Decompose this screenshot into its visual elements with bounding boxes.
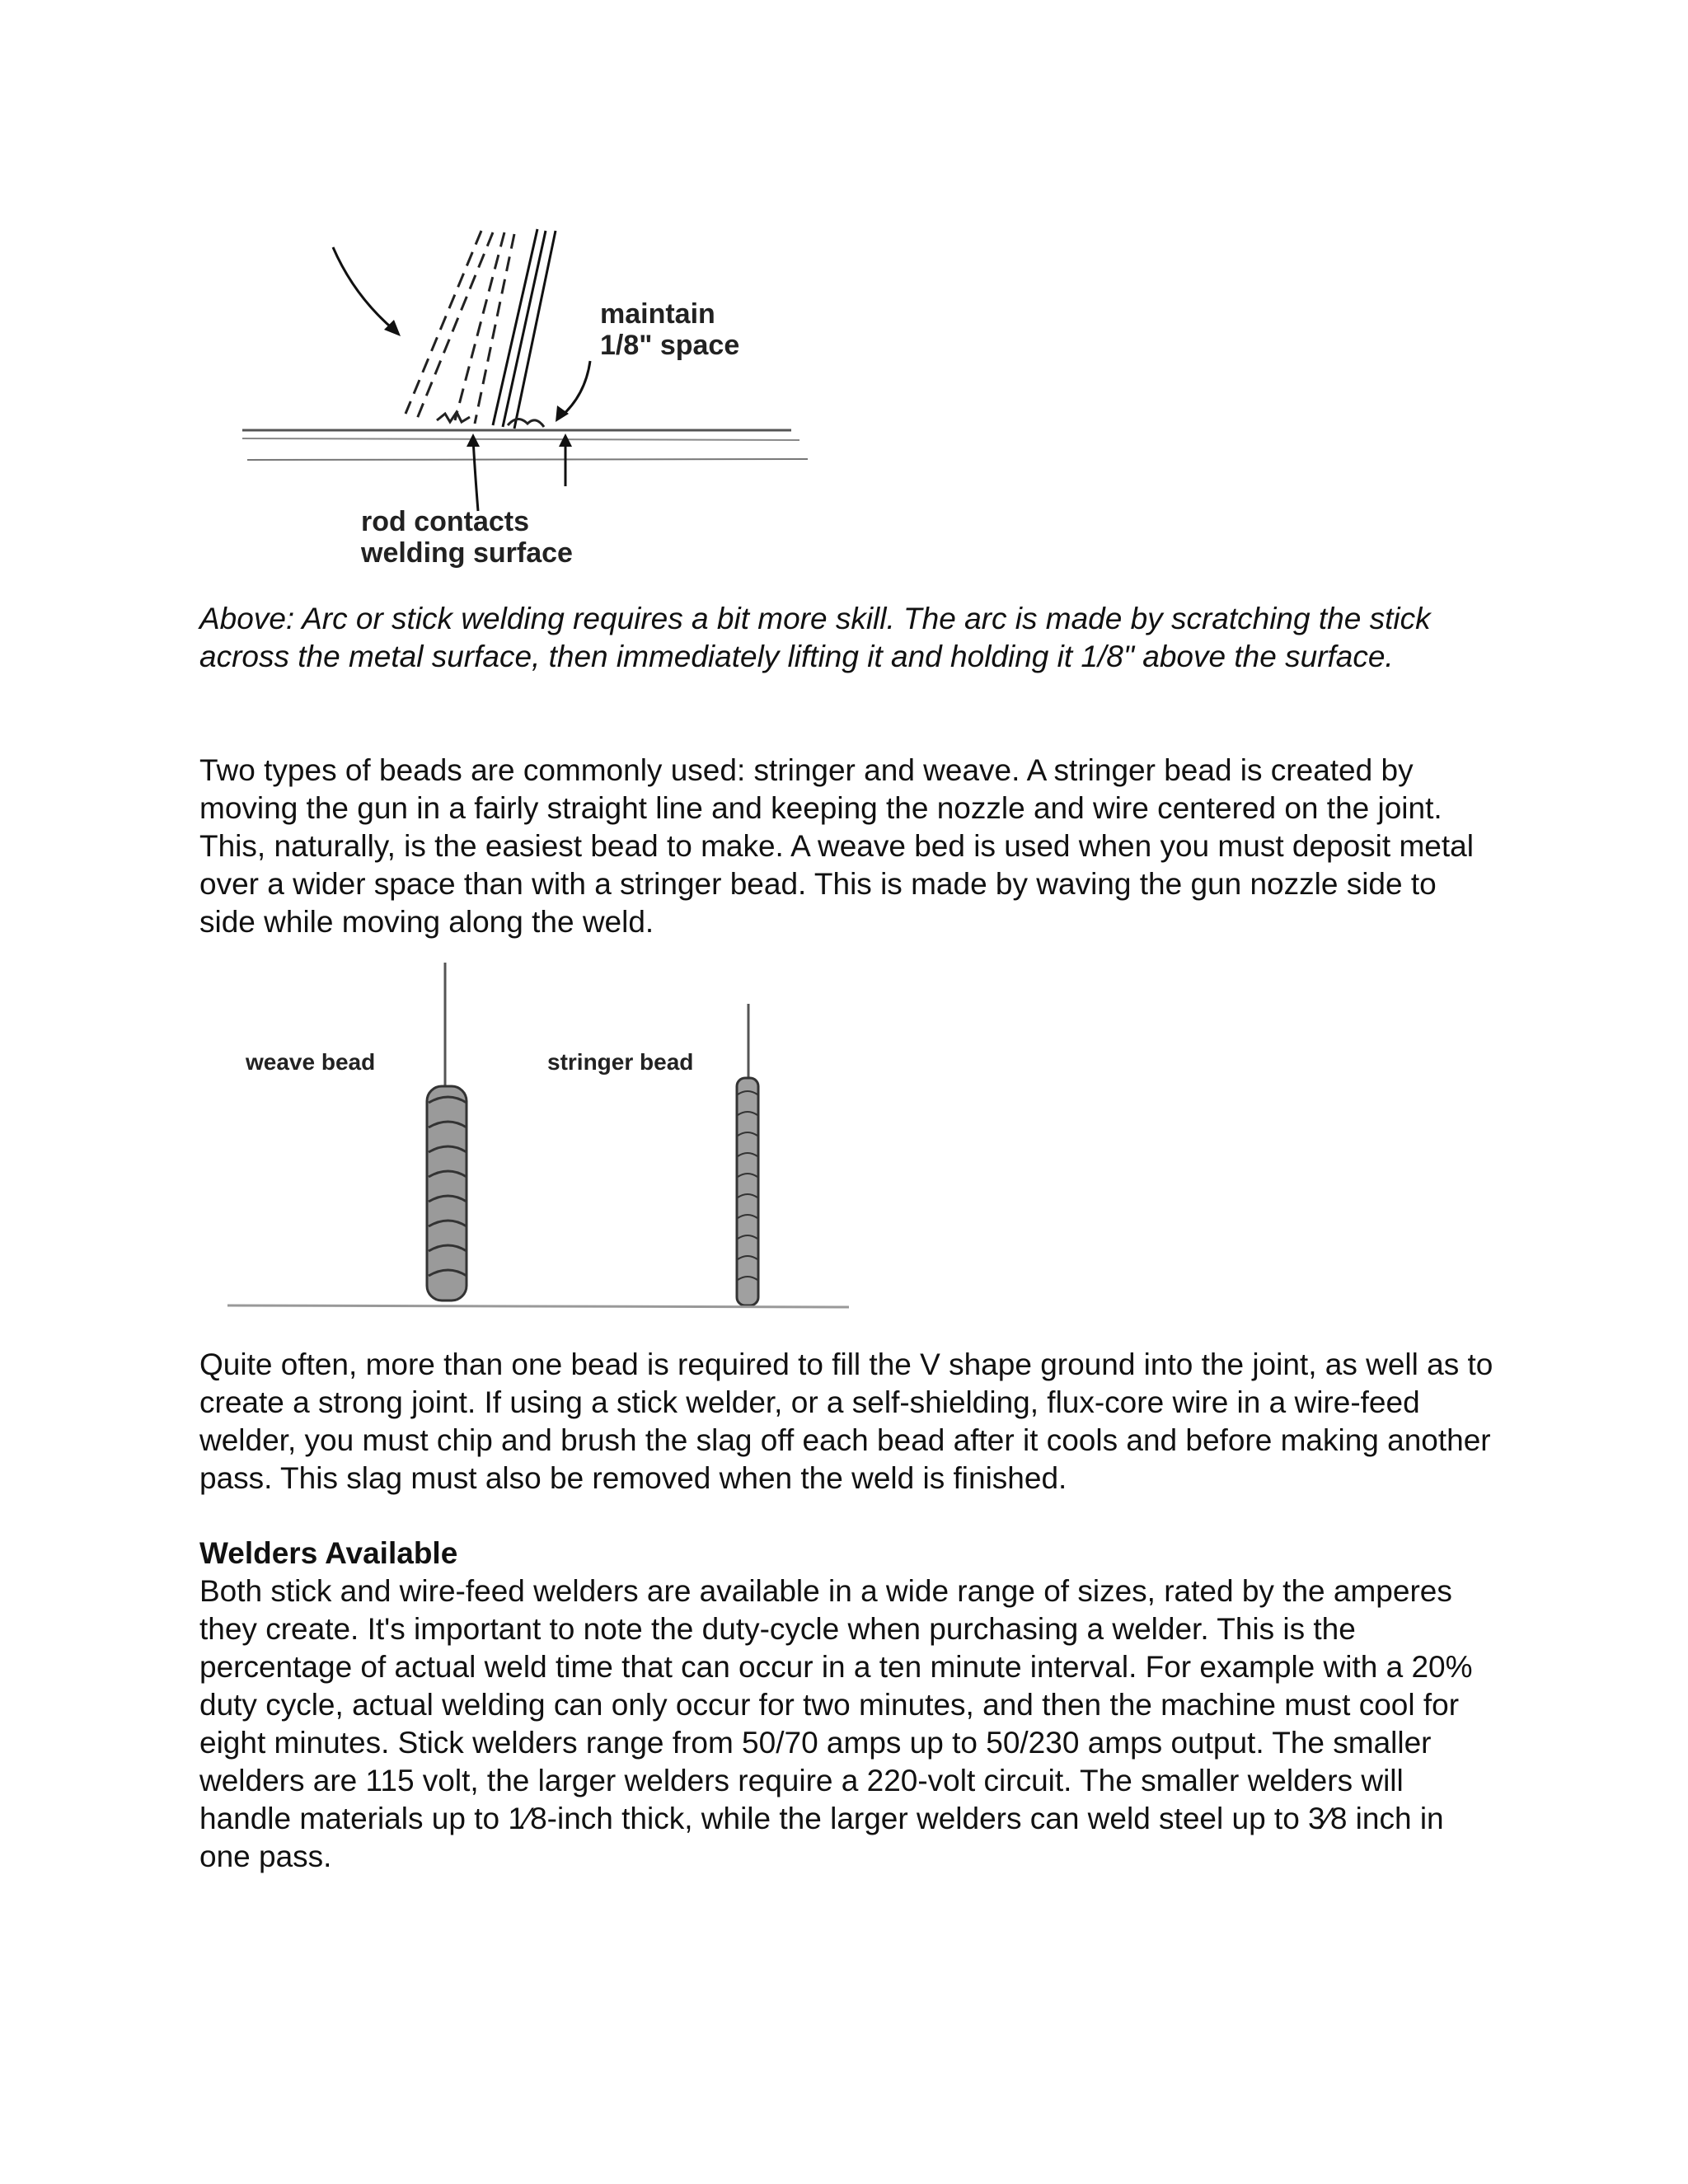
label-weave-bead: weave bead bbox=[246, 1049, 376, 1075]
paragraph-bead-types: Two types of beads are commonly used: stringer and weave. A stringer bead is created by moving the gun in a fairly straight line and keeping the nozzle and wire centered on the joint. This, naturally, is the easiest bead to make. A weave bed is used when you must deposit metal over a wider space than with a stringer bead. This is made by waving the gun nozzle side to side while moving along the weld. bbox=[199, 753, 1474, 939]
base-plate-line bbox=[227, 1305, 849, 1307]
label-rod-contacts: rod contacts bbox=[361, 506, 530, 537]
arc-welding-diagram bbox=[231, 223, 824, 577]
rod-dashed-position bbox=[406, 231, 514, 424]
bead-types-figure bbox=[223, 963, 865, 1317]
label-stringer-bead: stringer bead bbox=[547, 1049, 694, 1075]
arc-spark bbox=[437, 412, 544, 427]
label-maintain: maintain bbox=[600, 298, 715, 330]
bead-types-diagram bbox=[223, 963, 865, 1317]
stringer-bead bbox=[737, 1078, 758, 1305]
plate-bottom-line bbox=[247, 459, 808, 460]
section-heading-welders-available: Welders Available bbox=[199, 1536, 458, 1570]
motion-arrow bbox=[333, 247, 396, 331]
paragraph-multiple-beads: Quite often, more than one bead is required to fill the V shape ground into the joint, as well as to create a strong joint. If using a stick welder, or a self-shielding, flux-core wire in a wire-feed welder, you must chip and brush the slag off each bead after it cools and before making another pass. This slag must also be removed when the weld is finished. bbox=[199, 1347, 1493, 1495]
arc-welding-figure bbox=[231, 223, 824, 577]
weave-bead bbox=[427, 1086, 467, 1301]
label-welding-surface: welding surface bbox=[361, 537, 573, 569]
paragraph-welders-available: Both stick and wire-feed welders are available in a wide range of sizes, rated by the amperes they create. It's important to note the duty-cycle when purchasing a welder. This is the percentage of actual weld time that can occur in a ten minute interval. For example with a 20% duty cycle, actual welding can only occur for two minutes, and then the machine must cool for eight minutes. Stick welders range from 50/70 amps up to 50/230 amps output. The smaller welders are 115 volt, the larger welders require a 220-volt circuit. The smaller welders will handle materials up to 1⁄8-inch thick, while the larger welders can weld steel up to 3⁄8 inch in one pass. bbox=[199, 1574, 1473, 1873]
contact-arrow bbox=[473, 438, 478, 511]
figure-caption: Above: Arc or stick welding requires a bit more skill. The arc is made by scratching the stick across the metal surface, then immediately lifting it and holding it 1/8" above the surface. bbox=[199, 602, 1431, 673]
label-space: 1/8" space bbox=[600, 330, 740, 361]
rod-solid-position bbox=[493, 229, 556, 429]
